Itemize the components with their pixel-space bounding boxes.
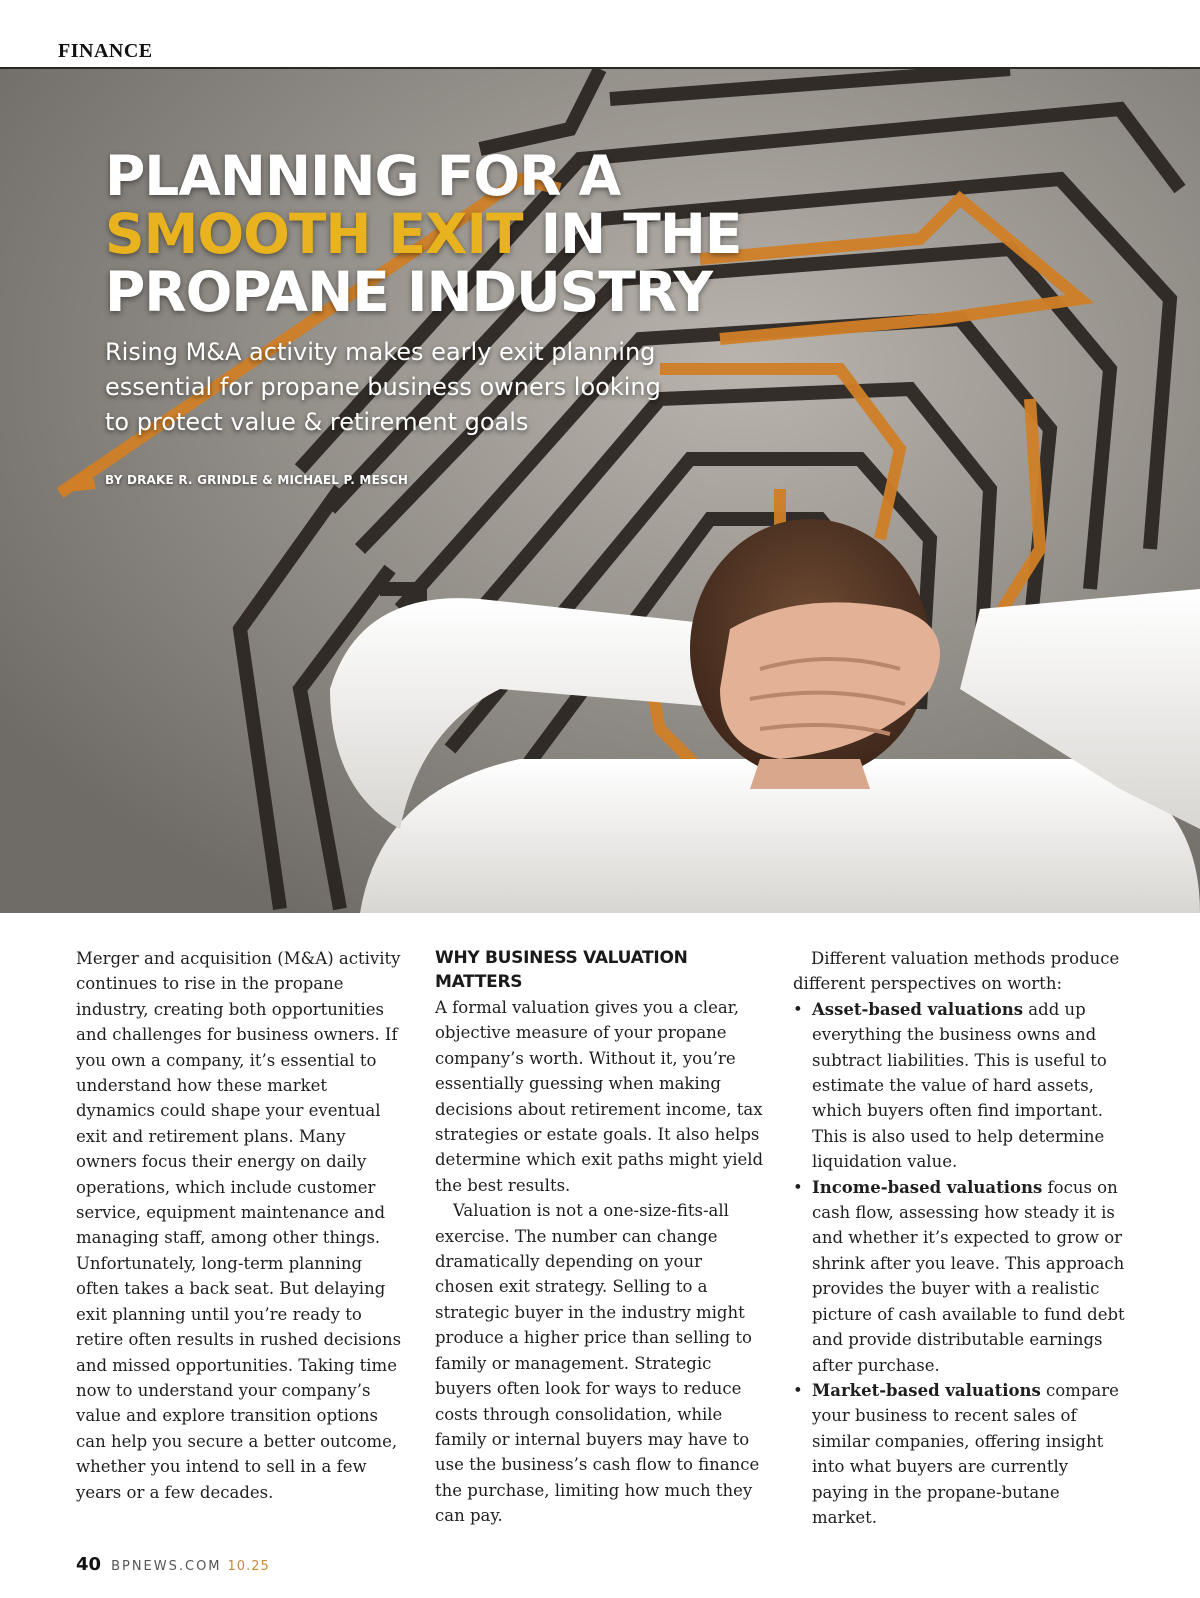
subhead: WHY BUSINESS VALUATION MATTERS bbox=[435, 948, 688, 992]
col2-paragraph-1: A formal valuation gives you a clear, objective measure of your propane company’s worth. Without it, you’re essentially guessing when making decisions about retirement income, tax strategies or estate goals. It also helps determine which exit paths might yield the best results. bbox=[435, 998, 764, 1195]
list-item-term: Market-based valuations bbox=[812, 1380, 1041, 1400]
valuation-list bbox=[793, 997, 1125, 1531]
dek: Rising M&A activity makes early exit planning essential for propane business owners looking to protect value & retirement goals bbox=[105, 338, 661, 436]
list-item bbox=[793, 997, 1125, 1175]
column-2 bbox=[435, 946, 765, 1529]
bullet-icon: • bbox=[793, 999, 803, 1019]
headline-line1: PLANNING FOR A bbox=[105, 144, 621, 208]
byline: BY DRAKE R. GRINDLE & MICHAEL P. MESCH bbox=[105, 473, 409, 487]
section-label: FINANCE bbox=[58, 40, 153, 62]
list-item-text: compare your business to recent sales of similar companies, offering insight into what buyers are currently paying in the propane-butane market. bbox=[812, 1380, 1119, 1527]
footer-site: BPNEWS.COM bbox=[111, 1559, 222, 1574]
col2-paragraph-2: Valuation is not a one-size-fits-all exercise. The number can change dramatically depending on your chosen exit strategy. Selling to a strategic buyer in the industry might produce a higher price than selling to family or management. Strategic buyers often look for ways to reduce costs through consolidation, while family or internal buyers may have to use the business’s cash flow to finance the purchase, limiting how much they can pay. bbox=[435, 1201, 760, 1526]
hero-image bbox=[0, 69, 1200, 913]
list-item-term: Asset-based valuations bbox=[812, 999, 1024, 1019]
col1-paragraph: Merger and acquisition (M&A) activity continues to rise in the propane industry, creating both opportunities and challenges for business owners. If you own a company, it’s essential to understand how these market dynamics could shape your eventual exit and retirement plans. Many owners focus their energy on daily operations, which include customer service, equipment maintenance and managing staff, among other things. Unfortunately, long-term planning often takes a back seat. But delaying exit planning until you’re ready to retire often results in rushed decisions and missed opportunities. Taking time now to understand your company’s value and explore transition options can help you secure a better outcome, whether you intend to sell in a few years or a few decades. bbox=[76, 949, 402, 1502]
column-1 bbox=[76, 946, 406, 1505]
col3-intro: Different valuation methods produce different perspectives on worth: bbox=[793, 949, 1120, 994]
list-item bbox=[793, 1378, 1125, 1530]
footer-issue: 10.25 bbox=[227, 1559, 270, 1574]
page-number: 40 bbox=[76, 1554, 102, 1575]
headline-line3: PROPANE INDUSTRY bbox=[105, 260, 713, 324]
list-item bbox=[793, 1175, 1125, 1378]
bullet-icon: • bbox=[793, 1380, 803, 1400]
column-3 bbox=[793, 946, 1125, 1530]
list-item-text: focus on cash flow, assessing how steady it is and whether it’s expected to grow or shrink after you leave. This approach provides the buyer with a realistic picture of cash available to fund debt and provide distributable earnings after purchase. bbox=[812, 1177, 1125, 1375]
list-item-text: add up everything the business owns and subtract liabilities. This is useful to estimate the value of hard assets, which buyers often find important. This is also used to help determine liquidation value. bbox=[812, 999, 1107, 1172]
list-item-term: Income-based valuations bbox=[812, 1177, 1043, 1197]
headline-line2: IN THE bbox=[522, 202, 742, 266]
bullet-icon: • bbox=[793, 1177, 803, 1197]
page-footer bbox=[76, 1554, 270, 1575]
headline bbox=[105, 144, 742, 324]
headline-accent: SMOOTH EXIT bbox=[105, 202, 523, 266]
